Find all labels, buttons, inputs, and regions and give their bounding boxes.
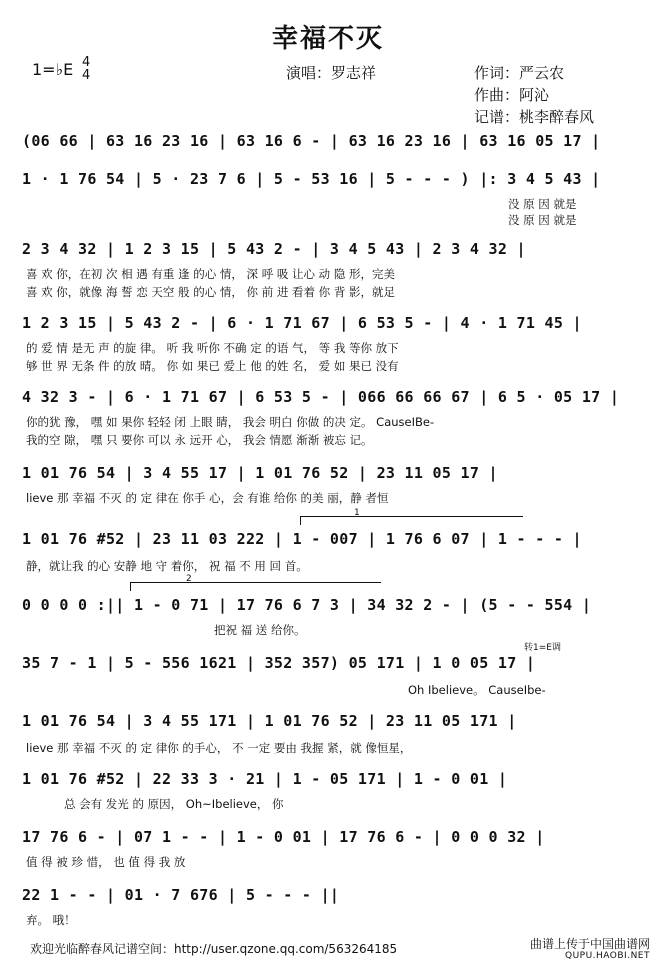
- score-line-4-lyric-1: 的 爱 情 是无 声 的旋 律。 听 我 听你 不确 定 的语 气， 等 我 等你 放下: [26, 341, 399, 355]
- score-line-6-notes: 1 01 76 54 | 3 4 55 17 | 1 01 76 52 | 23 11 05 17 |: [22, 464, 498, 482]
- score-line-5-lyric-2: 我的空 隙， 嘿 只 要你 可以 永 远开 心， 我会 情愿 渐渐 被忘 记。: [26, 433, 373, 447]
- score-line-3-lyric-2: 喜 欢 你，就像 海 誓 恋 天空 般 的心 情， 你 前 进 看着 你 背 影，就足: [26, 285, 395, 299]
- score-line-8-lyric-1: 把祝 福 送 给你。: [214, 623, 306, 637]
- score-line-10-lyric-1: lieve 那 幸福 不灭 的 定 律你 的手心， 不 一定 要由 我握 紧，就 像恒星，: [26, 741, 412, 755]
- score-line-2-notes: 1 · 1 76 54 | 5 · 23 7 6 | 5 - 53 16 | 5 - - - ) |: 3 4 5 43 |: [22, 170, 601, 188]
- score-line-11-lyric-1: 总 会有 发光 的 原因， Oh~Ibelieve， 你: [64, 797, 284, 811]
- score-line-4-lyric-2: 够 世 界 无条 件 的放 晴。 你 如 果已 爱上 他 的姓 名， 爱 如 果已 没有: [26, 359, 399, 373]
- singer: 演唱：罗志祥: [286, 64, 377, 82]
- score-line-3-notes: 2 3 4 32 | 1 2 3 15 | 5 43 2 - | 3 4 5 43 | 2 3 4 32 |: [22, 240, 526, 258]
- score-line-9-lyric-1: Oh Ibelieve。 CauseIbe-: [408, 683, 546, 697]
- footer-watermark-url: QUPU.HAOBI.NET: [564, 951, 650, 961]
- score-line-9-notes: 35 7 - 1 | 5 - 556 1621 | 352 357) 05 171 | 1 0 05 17 |: [22, 654, 536, 672]
- lyricist: 作词：严云农: [474, 64, 565, 82]
- volta-2-number: 2: [186, 574, 192, 584]
- time-signature-top: 4: [82, 55, 91, 70]
- score-line-10-notes: 1 01 76 54 | 3 4 55 171 | 1 01 76 52 | 23 11 05 171 |: [22, 712, 517, 730]
- score-line-7-notes: 1 01 76 #52 | 23 11 03 222 | 1 - 007 | 1 76 6 07 | 1 - - - |: [22, 530, 582, 548]
- score-line-12-lyric-1: 值 得 被 珍 惜， 也 值 得 我 放: [26, 855, 186, 869]
- modulation-note: 转1=E调: [524, 643, 561, 653]
- volta-1-bracket: [300, 516, 523, 525]
- score-line-1-notes: (06 66 | 63 16 23 16 | 63 16 6 - | 63 16 23 16 | 63 16 05 17 |: [22, 132, 601, 150]
- score-line-6-lyric-1: lieve 那 幸福 不灭 的 定 律在 你手 心，会 有谁 给你 的美 丽，静 者恒: [26, 491, 389, 505]
- footer-watermark: [530, 938, 650, 962]
- score-line-13-lyric-1: 弃。 哦！: [26, 913, 76, 927]
- score-line-5-lyric-1: 你的犹 豫， 嘿 如 果你 轻轻 闭 上眼 睛， 我会 明白 你做 的决 定。 CauseIBe-: [26, 415, 435, 429]
- score-line-12-notes: 17 76 6 - | 07 1 - - | 1 - 0 01 | 17 76 6 - | 0 0 0 32 |: [22, 828, 545, 846]
- score-line-2-lyric-2: 没 原 因 就是: [508, 213, 577, 227]
- score-line-13-notes: 22 1 - - | 01 · 7 676 | 5 - - - ||: [22, 886, 340, 904]
- transcriber: 记谱：桃李醉春风: [474, 108, 595, 126]
- volta-1-number: 1: [354, 508, 360, 518]
- time-signature: [82, 56, 90, 82]
- volta-2-bracket: [130, 582, 381, 591]
- score-line-11-notes: 1 01 76 #52 | 22 33 3 · 21 | 1 - 05 171 | 1 - 0 01 |: [22, 770, 508, 788]
- time-signature-bottom: 4: [82, 68, 91, 83]
- composer: 作曲：阿沁: [474, 86, 550, 104]
- score-line-8-notes: 0 0 0 0 :|| 1 - 0 71 | 17 76 6 7 3 | 34 32 2 - | (5 - - 554 |: [22, 596, 592, 614]
- score-line-3-lyric-1: 喜 欢 你，在初 次 相 遇 有重 逢 的心 情， 深 呼 吸 让心 动 隐 形，完美: [26, 267, 395, 281]
- page-title: 幸福不灭: [271, 24, 384, 54]
- score-line-4-notes: 1 2 3 15 | 5 43 2 - | 6 · 1 71 67 | 6 53 5 - | 4 · 1 71 45 |: [22, 314, 582, 332]
- score-line-7-lyric-1: 静，就让我 的心 安静 地 守 着你， 祝 福 不 用 回 首。: [26, 559, 308, 573]
- score-line-2-lyric-1: 没 原 因 就是: [508, 197, 577, 211]
- footer-watermark-cn: 曲谱上传于中国曲谱网: [529, 937, 650, 951]
- score-line-5-notes: 4 32 3 - | 6 · 1 71 67 | 6 53 5 - | 066 66 66 67 | 6 5 · 05 17 |: [22, 388, 620, 406]
- footer-credit: 欢迎光临醉春风记谱空间：http://user.qzone.qq.com/563264185: [30, 942, 398, 956]
- key-signature: 1=♭E: [32, 60, 74, 79]
